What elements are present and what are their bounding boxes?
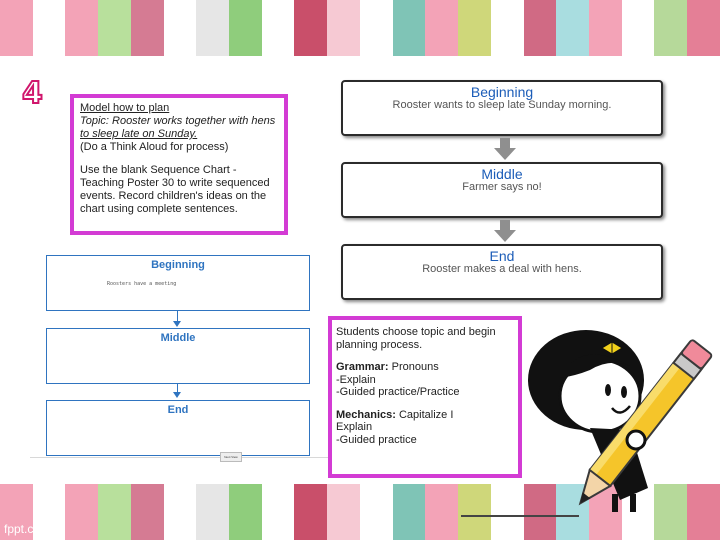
seq-chart-middle xyxy=(46,328,310,384)
beginning-title: Beginning xyxy=(470,84,534,100)
girl-with-pencil-icon xyxy=(520,318,720,518)
stripe xyxy=(425,484,458,540)
top-stripe-border xyxy=(0,0,720,56)
stripe xyxy=(98,0,131,56)
stripe xyxy=(131,0,164,56)
box4-line: to sleep late on Sunday. xyxy=(80,128,198,140)
seq-arrow-down-icon xyxy=(173,321,181,327)
stripe xyxy=(65,484,98,540)
box5-line: -Explain xyxy=(336,373,376,386)
stripe xyxy=(164,0,197,56)
stripe xyxy=(196,0,229,56)
grammar-label: Grammar: xyxy=(336,361,389,373)
stripe xyxy=(229,484,262,540)
down-arrow-icon xyxy=(494,138,516,160)
mechanics-value: Capitalize I xyxy=(398,408,454,421)
stripe xyxy=(458,0,491,56)
stripe xyxy=(556,0,589,56)
box4-line: events. Record children's ideas on the xyxy=(80,190,267,202)
next-view-button[interactable]: Next View xyxy=(220,452,242,462)
box5-line: Students choose topic and begin xyxy=(336,326,496,338)
stripe xyxy=(294,0,327,56)
box4-line: (Do a Think Aloud for process) xyxy=(80,141,229,153)
stripe xyxy=(360,484,393,540)
grammar-value: Pronouns xyxy=(391,361,439,373)
end-title: End xyxy=(489,248,515,264)
stripe xyxy=(327,484,360,540)
seq-arrow-down-icon xyxy=(173,392,181,398)
seq-chart-end xyxy=(46,400,310,456)
stripe xyxy=(393,484,426,540)
box4-line: Topic: Rooster works together with hens xyxy=(80,115,276,127)
box4-line: Use the blank Sequence Chart - xyxy=(80,164,237,176)
stripe xyxy=(33,0,66,56)
footer-brand: fppt.com xyxy=(4,522,51,536)
down-arrow-icon xyxy=(494,220,516,242)
grammar-line xyxy=(336,361,514,374)
box4-line: Model how to plan xyxy=(80,102,170,114)
seq-chart-end-label: End xyxy=(167,404,189,416)
box5-line: Explain xyxy=(336,421,373,433)
seq-chart-middle-label: Middle xyxy=(160,332,196,344)
stripe xyxy=(0,0,33,56)
middle-title: Middle xyxy=(481,166,523,182)
end-text: Rooster makes a deal with hens. xyxy=(422,263,582,275)
underline-rule xyxy=(461,515,579,517)
beginning-text: Rooster wants to sleep late Sunday morning. xyxy=(392,99,612,111)
stripe xyxy=(360,0,393,56)
divider xyxy=(30,457,330,458)
stripe xyxy=(589,0,622,56)
stripe xyxy=(327,0,360,56)
end-box xyxy=(341,244,663,300)
mechanics-line xyxy=(336,409,514,422)
stripe xyxy=(65,0,98,56)
middle-text: Farmer says no! xyxy=(462,181,542,193)
seq-chart-beginning-text: Roosters have a meeting xyxy=(107,281,177,287)
step-number-4: 4 xyxy=(22,76,43,111)
stripe xyxy=(262,484,295,540)
seq-chart-beginning-label: Beginning xyxy=(151,259,205,271)
stripe xyxy=(425,0,458,56)
stripe xyxy=(458,484,491,540)
stripe xyxy=(393,0,426,56)
stripe xyxy=(491,484,524,540)
stripe xyxy=(164,484,197,540)
student-planning-box xyxy=(328,316,522,478)
box5-line: -Guided practice/Practice xyxy=(336,386,460,398)
stripe xyxy=(229,0,262,56)
stripe xyxy=(491,0,524,56)
box4-line: chart using complete sentences. xyxy=(80,203,238,215)
stripe xyxy=(654,0,687,56)
stripe xyxy=(131,484,164,540)
seq-chart-beginning xyxy=(46,255,310,311)
model-plan-box xyxy=(70,94,288,235)
stripe xyxy=(622,0,655,56)
box4-line: Teaching Poster 30 to write sequenced xyxy=(80,177,270,189)
stripe xyxy=(98,484,131,540)
middle-box xyxy=(341,162,663,218)
box5-line: planning process. xyxy=(336,338,423,351)
stripe xyxy=(687,0,720,56)
stripe xyxy=(524,0,557,56)
beginning-box xyxy=(341,80,663,136)
stripe xyxy=(262,0,295,56)
box5-line: -Guided practice xyxy=(336,433,417,446)
stripe xyxy=(294,484,327,540)
stripe xyxy=(196,484,229,540)
mechanics-label: Mechanics: xyxy=(336,408,396,421)
